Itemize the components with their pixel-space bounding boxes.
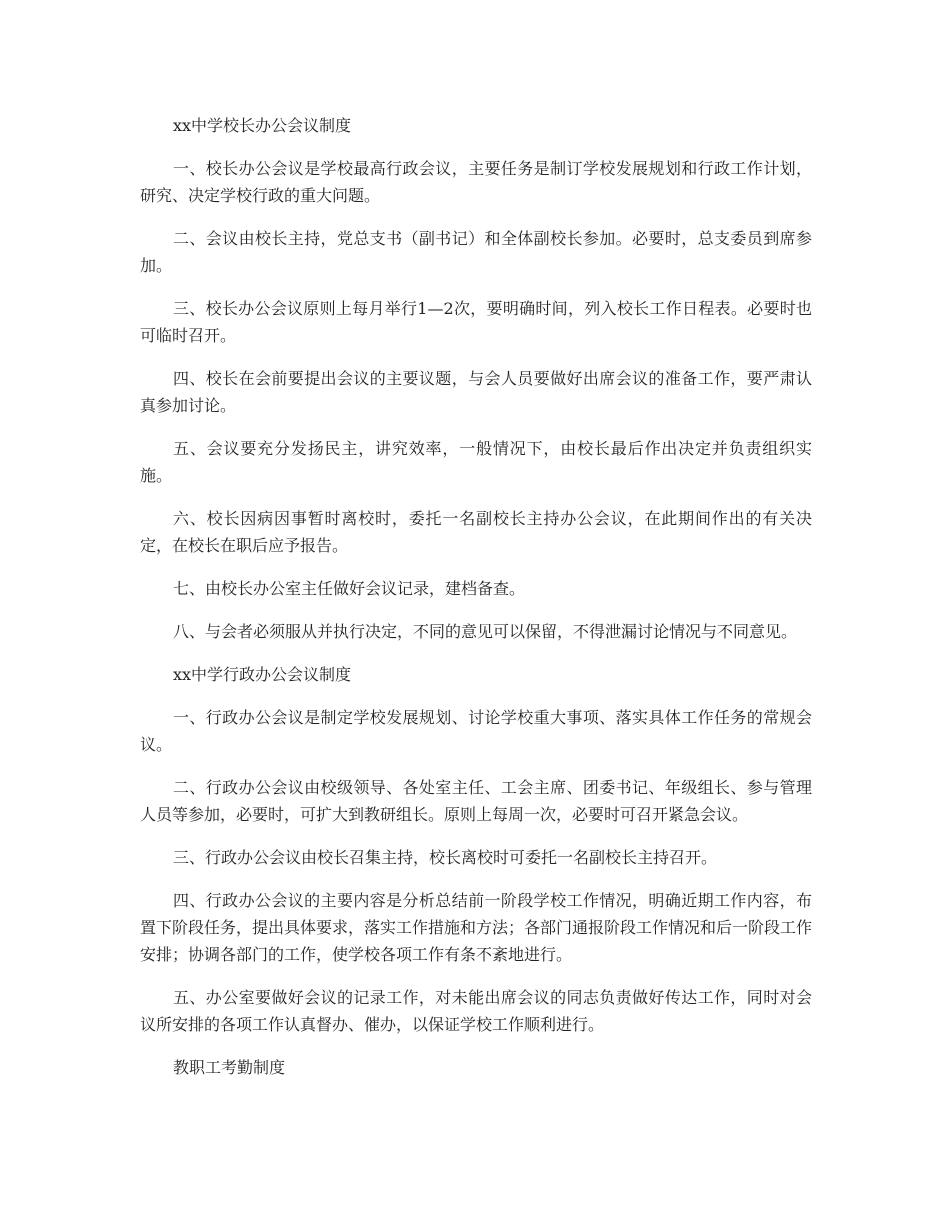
paragraph: 二、行政办公会议由校级领导、各处室主任、工会主席、团委书记、年级组长、参与管理人员等参加，必要时，可扩大到教研组长。原则上每周一次，必要时可召开紧急会议。 — [140, 778, 812, 824]
paragraph: 三、行政办公会议由校长召集主持，校长离校时可委托一名副校长主持召开。 — [173, 848, 718, 867]
paragraph: 二、会议由校长主持，党总支书（副书记）和全体副校长参加。必要时，总支委员到席参加。 — [140, 229, 812, 275]
document-body — [140, 112, 812, 1097]
paragraph: 一、行政办公会议是制定学校发展规划、讨论学校重大事项、落实具体工作任务的常规会议。 — [140, 708, 812, 754]
section-title: 教职工考勤制度 — [173, 1058, 286, 1077]
paragraph: 一、校长办公会议是学校最高行政会议，主要任务是制订学校发展规划和行政工作计划，研究、决定学校行政的重大问题。 — [140, 159, 812, 205]
paragraph: 七、由校长办公室主任做好会议记录，建档备查。 — [173, 579, 526, 598]
section-title: xx中学行政办公会议制度 — [173, 665, 352, 684]
paragraph: 三、校长办公会议原则上每月举行1—2次，要明确时间，列入校长工作日程表。必要时也可临时召开。 — [140, 299, 812, 345]
paragraph: 六、校长因病因事暂时离校时，委托一名副校长主持办公会议，在此期间作出的有关决定，在校长在职后应予报告。 — [140, 509, 812, 555]
paragraph: 八、与会者必须服从并执行决定，不同的意见可以保留，不得泄漏讨论情况与不同意见。 — [173, 622, 798, 641]
paragraph: 四、校长在会前要提出会议的主要议题，与会人员要做好出席会议的准备工作，要严肃认真参加讨论。 — [140, 369, 812, 415]
paragraph: 五、办公室要做好会议的记录工作，对未能出席会议的同志负责做好传达工作，同时对会议所安排的各项工作认真督办、催办，以保证学校工作顺利进行。 — [140, 988, 812, 1034]
paragraph: 五、会议要充分发扬民主，讲究效率，一般情况下，由校长最后作出决定并负责组织实施。 — [140, 439, 812, 485]
section-title: xx中学校长办公会议制度 — [173, 116, 352, 135]
paragraph: 四、行政办公会议的主要内容是分析总结前一阶段学校工作情况，明确近期工作内容，布置下阶段任务，提出具体要求，落实工作措施和方法；各部门通报阶段工作情况和后一阶段工作安排；协调各部门的工作，使学校各项工作有条不紊地进行。 — [140, 891, 813, 964]
